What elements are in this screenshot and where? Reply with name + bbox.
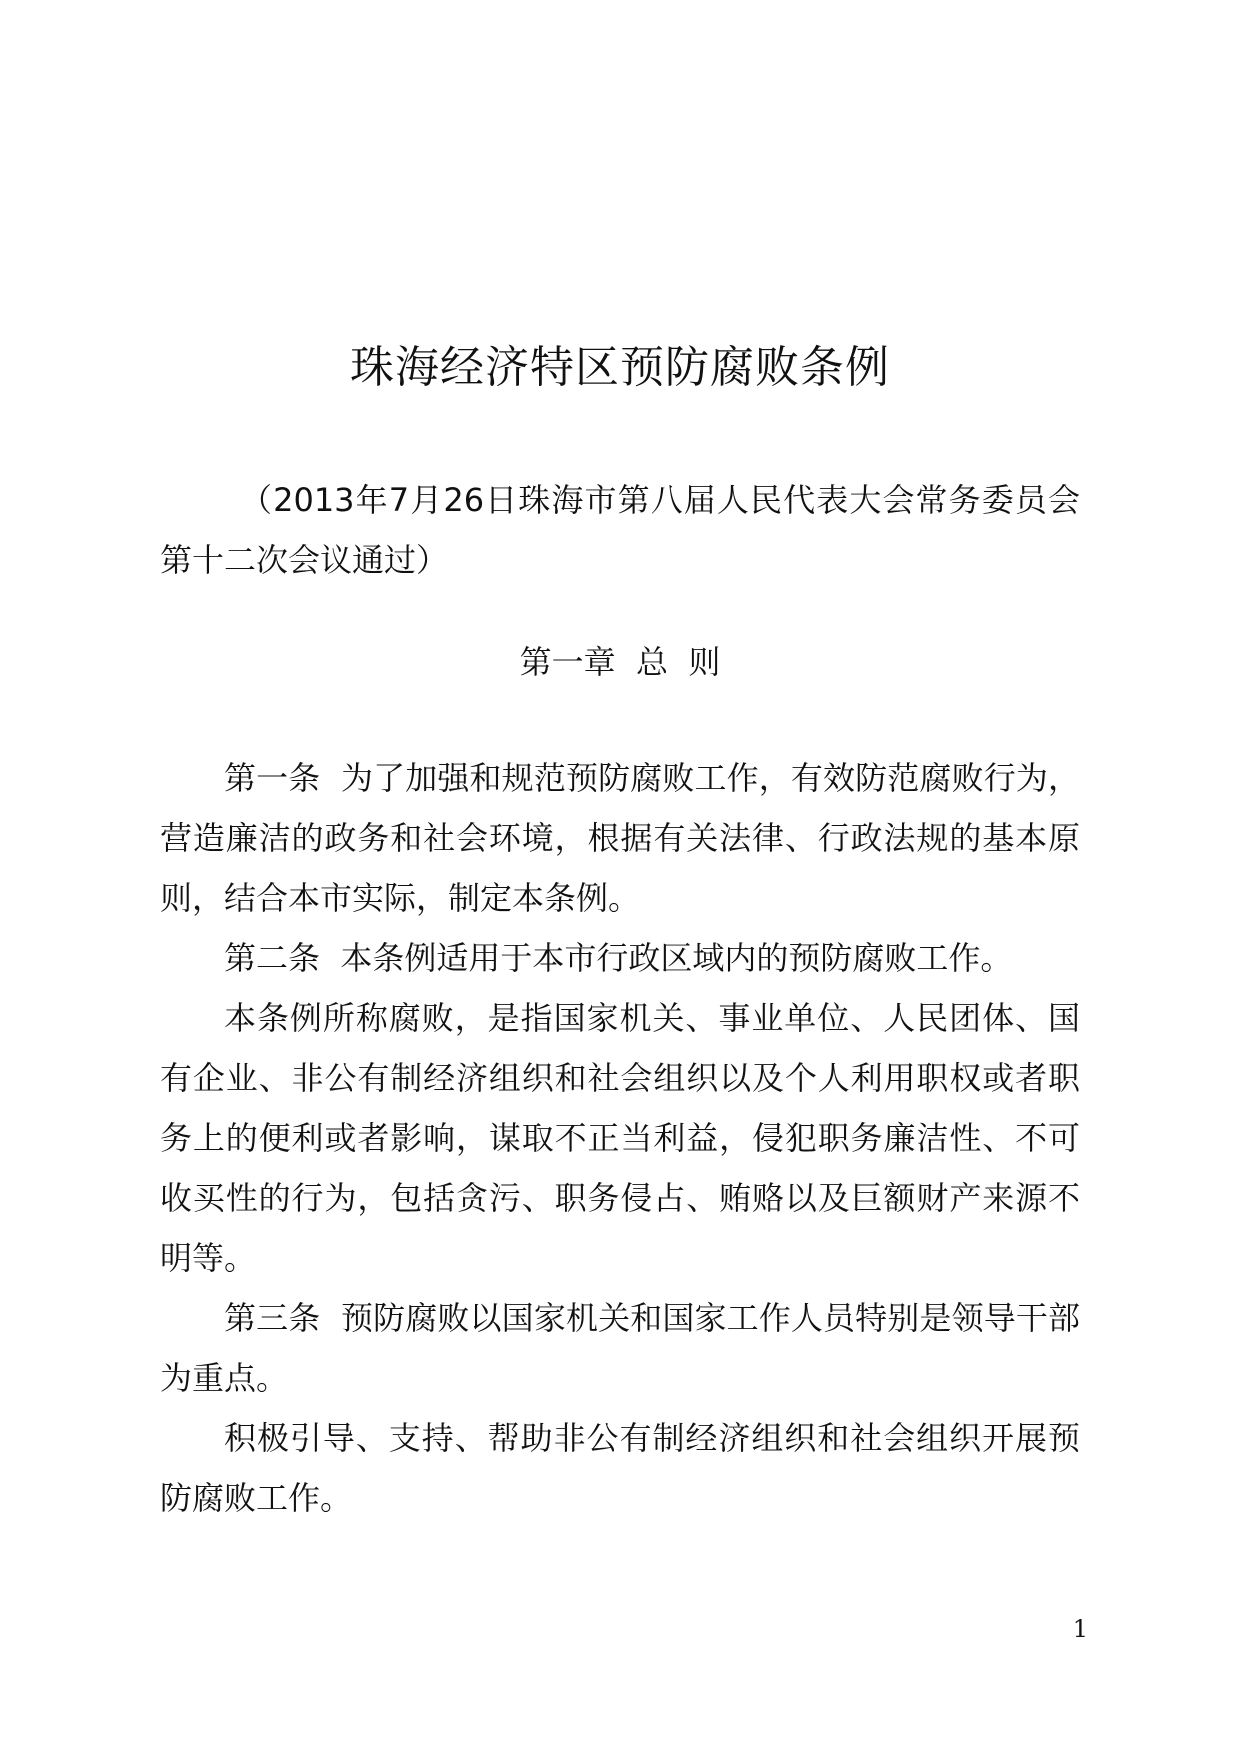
article-2-text: 本条例适用于本市行政区域内的预防腐败工作。	[340, 939, 1013, 977]
article-2-paragraph-2: 本条例所称腐败，是指国家机关、事业单位、人民团体、国有企业、非公有制经济组织和社会组织以及个人利用职权或者职务上的便利或者影响，谋取不正当利益，侵犯职务廉洁性、不可收买性的行为，包括贪污、职务侵占、贿赂以及巨额财产来源不明等。	[160, 999, 1080, 1277]
article-1-label: 第一条	[224, 759, 342, 797]
article-3-paragraph-2: 积极引导、支持、帮助非公有制经济组织和社会组织开展预防腐败工作。	[160, 1419, 1080, 1517]
chapter-heading: 第一章 总 则	[519, 643, 721, 681]
document-title: 珠海经济特区预防腐败条例	[350, 342, 890, 393]
article-1	[160, 748, 1080, 928]
page-number: 1	[1072, 1615, 1088, 1643]
article-3-label: 第三条	[224, 1299, 342, 1337]
article-2	[160, 928, 1080, 988]
adoption-note: （2013年7月26日珠海市第八届人民代表大会常务委员会第十二次会议通过）	[160, 481, 1080, 579]
articles-section	[160, 748, 1080, 1528]
article-3	[160, 1288, 1080, 1408]
article-1-text: 为了加强和规范预防腐败工作，有效防范腐败行为，营造廉洁的政务和社会环境，根据有关法律、行政法规的基本原则，结合本市实际，制定本条例。	[160, 759, 1080, 917]
article-2-label: 第二条	[224, 939, 341, 977]
article-3-text: 预防腐败以国家机关和国家工作人员特别是领导干部为重点。	[160, 1299, 1080, 1397]
